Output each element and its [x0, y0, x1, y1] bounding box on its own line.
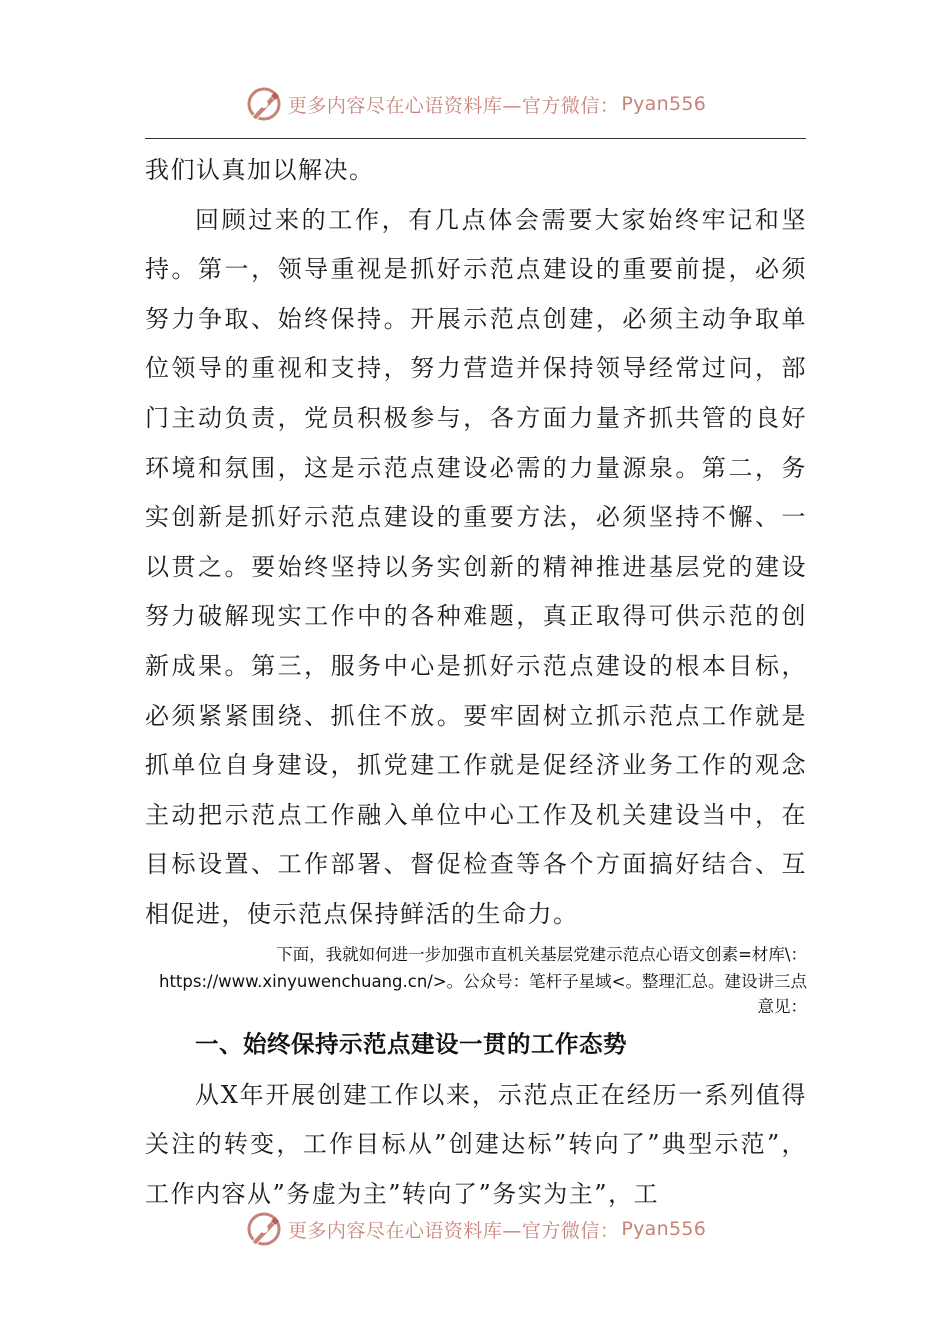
header-divider	[145, 138, 806, 139]
paragraph: 我们认真加以解决。	[145, 156, 375, 184]
footer-watermark	[0, 1207, 950, 1251]
watermark-wechat-id: Pyan556	[621, 1218, 707, 1240]
section-heading: 一、始终保持示范点建设一贯的工作态势	[195, 1029, 627, 1058]
paragraph: 从X年开展创建工作以来，示范点正在经历一系列值得关注的转变，工作目标从”创建达标”转向了”典型示范”，工作内容从”务虚为主”转向了”务实为主”，工	[145, 1080, 807, 1208]
pen-circle-logo-icon	[244, 1209, 284, 1249]
pen-circle-logo-icon	[244, 84, 284, 124]
source-note-line: https://www.xinyuwenchuang.cn/>。公众号：笔杆子星域<。整理汇总。建设讲三点意见：	[158, 971, 807, 1016]
header-watermark	[0, 82, 950, 126]
paragraph: 回顾过来的工作，有几点体会需要大家始终牢记和坚持。第一，领导重视是抓好示范点建设的重要前提，必须努力争取、始终保持。开展示范点创建，必须主动争取单位领导的重视和支持，努力营造并保持领导经常过问，部门主动负责，党员积极参与，各方面力量齐抓共管的良好环境和氛围，这是示范点建设必需的力量源泉。第二，务实创新是抓好示范点建设的重要方法，必须坚持不懈、一以贯之。要始终坚持以务实创新的精神推进基层党的建设努力破解现实工作中的各种难题，真正取得可供示范的创新成果。第三，服务中心是抓好示范点建设的根本目标，必须紧紧围绕、抓住不放。要牢固树立抓示范点工作就是抓单位自身建设，抓党建工作就是促经济业务工作的观念主动把示范点工作融入单位中心工作及机关建设当中，在目标设置、工作部署、督促检查等各个方面搞好结合、互相促进，使示范点保持鲜活的生命力。	[145, 205, 807, 928]
watermark-wechat-id: Pyan556	[621, 93, 707, 115]
document-body	[145, 146, 807, 1219]
source-note-line: 下面，我就如何进一步加强市直机关基层党建示范点心语文创素=材库\：	[276, 944, 807, 964]
watermark-brand-text: 更多内容尽在心语资料库—官方微信：	[287, 94, 620, 117]
watermark-brand-text: 更多内容尽在心语资料库—官方微信：	[287, 1219, 620, 1242]
